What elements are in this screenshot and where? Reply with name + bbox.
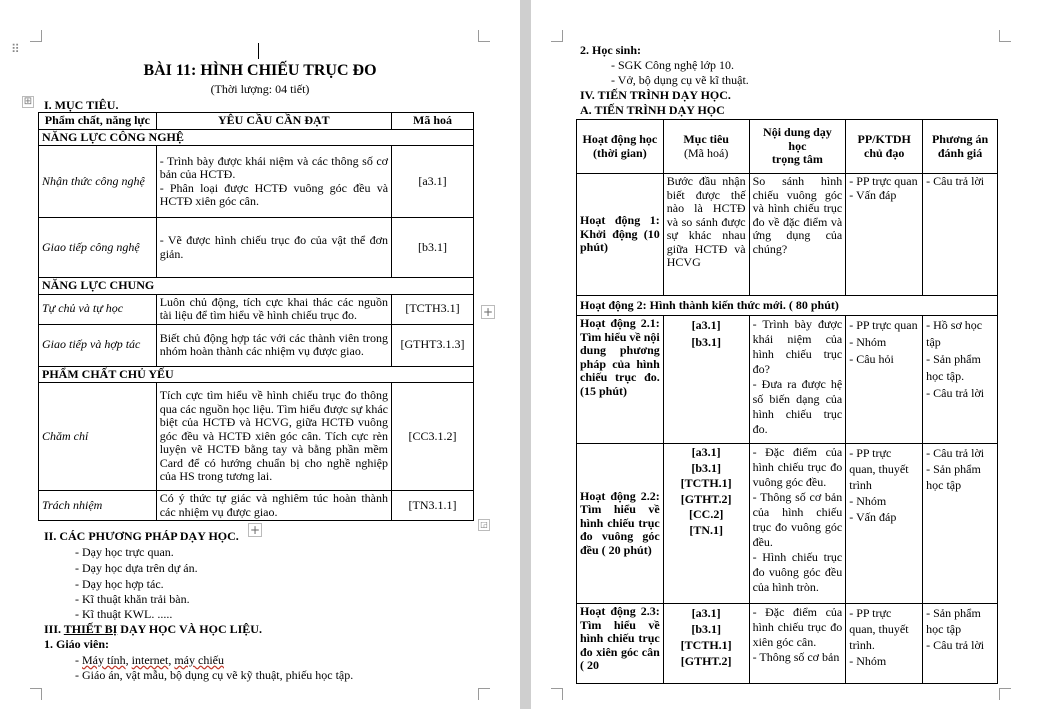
subheading: 2. Học sinh: bbox=[580, 43, 642, 57]
list-item: - Dạy học dựa trên dự án. bbox=[75, 561, 198, 575]
list-item bbox=[75, 653, 224, 667]
method-cell: - PP trực quan - Nhóm - Câu hỏi bbox=[846, 316, 923, 444]
table-header: Nội dung dạy học trọng tâm bbox=[749, 120, 846, 174]
row-requirement: Có ý thức tự giác và nghiêm túc hoàn thành các nhiệm vụ được giao. bbox=[156, 491, 391, 521]
content-cell: So sánh hình chiếu vuông góc và hình chiếu trục đo về đặc điểm và ứng dụng của chúng? bbox=[749, 174, 846, 296]
method-cell: - PP trực quan, thuyết trình - Nhóm - Vấn đáp bbox=[846, 444, 923, 604]
crop-mark bbox=[551, 30, 563, 42]
page-gutter bbox=[520, 0, 531, 709]
drag-dots-icon[interactable]: ⠿ bbox=[11, 42, 20, 56]
eval-cell: - Hồ sơ học tập - Sản phẩm học tập. - Câu trả lời bbox=[923, 316, 998, 444]
section-heading: I. MỤC TIÊU. bbox=[44, 98, 119, 112]
row-requirement: Luôn chủ động, tích cực khai thác các nguồn tài liệu để tìm hiểu về hình chiếu trục đo. bbox=[156, 294, 391, 324]
crop-mark bbox=[478, 30, 490, 42]
row-label: Chăm chỉ bbox=[39, 383, 157, 491]
table-row bbox=[39, 491, 474, 521]
row-label: Trách nhiệm bbox=[39, 491, 157, 521]
crop-mark bbox=[999, 688, 1011, 700]
row-label: Nhận thức công nghệ bbox=[39, 146, 157, 218]
table-span-row bbox=[577, 296, 998, 316]
heading-part: III. bbox=[44, 622, 64, 636]
table-row bbox=[577, 604, 998, 684]
section-heading bbox=[44, 622, 262, 637]
row-requirement: - Vẽ được hình chiếu trục đo của vật thể đơn giản. bbox=[156, 218, 391, 278]
list-item: - Dạy học trực quan. bbox=[75, 545, 174, 559]
table-header: Mã hoá bbox=[392, 113, 474, 130]
table-row bbox=[39, 218, 474, 278]
subheading: 1. Giáo viên: bbox=[44, 637, 109, 651]
row-code: [GTHT3.1.3] bbox=[392, 324, 474, 366]
row-code: [a3.1] bbox=[392, 146, 474, 218]
content-cell: - Đặc điểm của hình chiếu trục đo xiên góc cân. - Thông số cơ bản bbox=[749, 604, 846, 684]
move-handle-icon[interactable]: ⊞ bbox=[23, 96, 33, 107]
activity-cell: Hoạt động 2.3: Tìm hiểu về hình chiếu trục đo xiên góc cân ( 20 bbox=[577, 604, 664, 684]
list-item: - Dạy học hợp tác. bbox=[75, 577, 164, 591]
content-cell: - Trình bày được khái niệm của hình chiếu trục đo? - Đưa ra được hệ số biến dạng của hình chiếu trục đo. bbox=[749, 316, 846, 444]
crop-mark bbox=[999, 30, 1011, 42]
goal-cell: [a3.1] [b3.1] [TCTH.1] [GTHT.2] bbox=[663, 604, 749, 684]
section-heading: A. TIẾN TRÌNH DẠY HỌC bbox=[580, 103, 725, 117]
table-row bbox=[39, 294, 474, 324]
table-header: PP/KTDH chủ đạo bbox=[846, 120, 923, 174]
row-code: [b3.1] bbox=[392, 218, 474, 278]
row-label: Giao tiếp và hợp tác bbox=[39, 324, 157, 366]
crop-mark bbox=[30, 688, 42, 700]
heading-part: DẠY HỌC VÀ HỌC LIỆU. bbox=[117, 622, 262, 636]
list-item: - Kĩ thuật khăn trải bàn. bbox=[75, 592, 190, 606]
text-part: - bbox=[75, 653, 82, 667]
text-part: máy chiếu bbox=[174, 653, 224, 667]
table-header: Phương án đánh giá bbox=[923, 120, 998, 174]
resize-handle-icon[interactable]: ◲ bbox=[478, 519, 490, 531]
table-group-row bbox=[39, 278, 474, 295]
activity-cell: Hoạt động 2.1: Tìm hiểu về nội dung phương pháp của hình chiếu trục đo. (15 phút) bbox=[577, 316, 664, 444]
row-label: Giao tiếp công nghệ bbox=[39, 218, 157, 278]
eval-cell: - Câu trả lời - Sản phẩm học tập bbox=[923, 444, 998, 604]
text-part: , bbox=[125, 653, 132, 667]
section-heading: IV. TIẾN TRÌNH DẠY HỌC. bbox=[580, 88, 731, 102]
crop-mark bbox=[478, 688, 490, 700]
table-row bbox=[39, 324, 474, 366]
lesson-plan-table bbox=[576, 119, 998, 684]
goal-cell: Bước đầu nhận biết được thế nào là HCTĐ và so sánh được sự khác nhau giữa HCTĐ và HCVG bbox=[663, 174, 749, 296]
table-header bbox=[663, 120, 749, 174]
list-item: - Vở, bộ dụng cụ vẽ kĩ thuật. bbox=[611, 73, 749, 87]
activity-cell: Hoạt động 2.2: Tìm hiểu về hình chiếu trục đo vuông góc đều ( 20 phút) bbox=[577, 444, 664, 604]
goal-cell: [a3.1] [b3.1] bbox=[663, 316, 749, 444]
table-header: YÊU CẦU CẦN ĐẠT bbox=[156, 113, 391, 130]
objectives-table bbox=[38, 112, 474, 521]
row-code: [TN3.1.1] bbox=[392, 491, 474, 521]
table-header: Phẩm chất, năng lực bbox=[39, 113, 157, 130]
text-part: Máy tính bbox=[82, 653, 126, 667]
plus-icon[interactable]: + bbox=[249, 523, 261, 537]
text-part: , bbox=[168, 653, 175, 667]
goal-cell: [a3.1] [b3.1] [TCTH.1] [GTHT.2] [CC.2] [TN.1] bbox=[663, 444, 749, 604]
table-row bbox=[577, 316, 998, 444]
table-row bbox=[577, 444, 998, 604]
list-item: - Giáo án, vật mẫu, bộ dụng cụ vẽ kỹ thuật, phiếu học tập. bbox=[75, 668, 354, 682]
table-group-row bbox=[39, 129, 474, 146]
table-header: Hoạt động học (thời gian) bbox=[577, 120, 664, 174]
table-row bbox=[39, 146, 474, 218]
row-label: Tự chủ và tự học bbox=[39, 294, 157, 324]
eval-cell: - Sản phẩm học tập - Câu trả lời bbox=[923, 604, 998, 684]
table-header-row bbox=[39, 113, 474, 130]
duration: (Thời lượng: 04 tiết) bbox=[210, 82, 310, 96]
activity-cell: Hoạt động 1: Khởi động (10 phút) bbox=[577, 174, 664, 296]
header-line: Mục tiêu bbox=[683, 132, 729, 146]
list-item: - Kĩ thuật KWL. ..... bbox=[75, 607, 173, 621]
crop-mark bbox=[551, 688, 563, 700]
table-row bbox=[39, 383, 474, 491]
table-row bbox=[577, 174, 998, 296]
row-code: [TCTH3.1] bbox=[392, 294, 474, 324]
row-requirement: - Trình bày được khái niệm và các thông số cơ bản của HCTĐ. - Phân loại được HCTĐ vuông góc đều và HCTĐ xiên góc cân. bbox=[156, 146, 391, 218]
eval-cell: - Câu trả lời bbox=[923, 174, 998, 296]
table-group-row bbox=[39, 366, 474, 383]
header-line: (Mã hoá) bbox=[684, 145, 729, 160]
method-cell: - PP trực quan, thuyết trình. - Nhóm bbox=[846, 604, 923, 684]
row-requirement: Tích cực tìm hiểu về hình chiếu trục đo thông qua các nguồn học liệu. Tìm hiểu được sự khác biệt của HCTĐ và HCVG, giữa HCTĐ vuông góc đều và HCTĐ xiên góc cân. Tích cực rèn luyện vẽ HCTĐ bằng tay và bằng phần mềm Card để có hướng chuẩn bị cho nghề nghiệp của HS trong tương lai. bbox=[156, 383, 391, 491]
list-item: - SGK Công nghệ lớp 10. bbox=[611, 58, 735, 72]
page-title: BÀI 11: HÌNH CHIẾU TRỤC ĐO bbox=[143, 62, 377, 79]
table-header-row bbox=[577, 120, 998, 174]
text-part: internet bbox=[131, 653, 169, 667]
span-cell: Hoạt động 2: Hình thành kiến thức mới. ( 80 phút) bbox=[577, 296, 998, 316]
heading-part: THIẾT BỊ bbox=[63, 622, 118, 636]
group-label: PHẨM CHẤT CHỦ YẾU bbox=[39, 366, 474, 383]
document-page-2 bbox=[531, 0, 1037, 709]
plus-icon[interactable]: + bbox=[482, 305, 494, 319]
method-cell: - PP trực quan - Vấn đáp bbox=[846, 174, 923, 296]
group-label: NĂNG LỰC CÔNG NGHỆ bbox=[39, 129, 474, 146]
crop-mark bbox=[30, 30, 42, 42]
section-heading: II. CÁC PHƯƠNG PHÁP DẠY HỌC. bbox=[44, 529, 239, 543]
group-label: NĂNG LỰC CHUNG bbox=[39, 278, 474, 295]
row-requirement: Biết chủ động hợp tác với các thành viên trong nhóm hoàn thành các nhiệm vụ được giao. bbox=[156, 324, 391, 366]
row-code: [CC3.1.2] bbox=[392, 383, 474, 491]
text-cursor bbox=[258, 43, 259, 59]
content-cell: - Đặc điểm của hình chiếu trục đo vuông góc đều. - Thông số cơ bản của hình chiếu trục đo vuông góc đều. - Hình chiếu trục đo vuông góc đều của hình tròn. bbox=[749, 444, 846, 604]
